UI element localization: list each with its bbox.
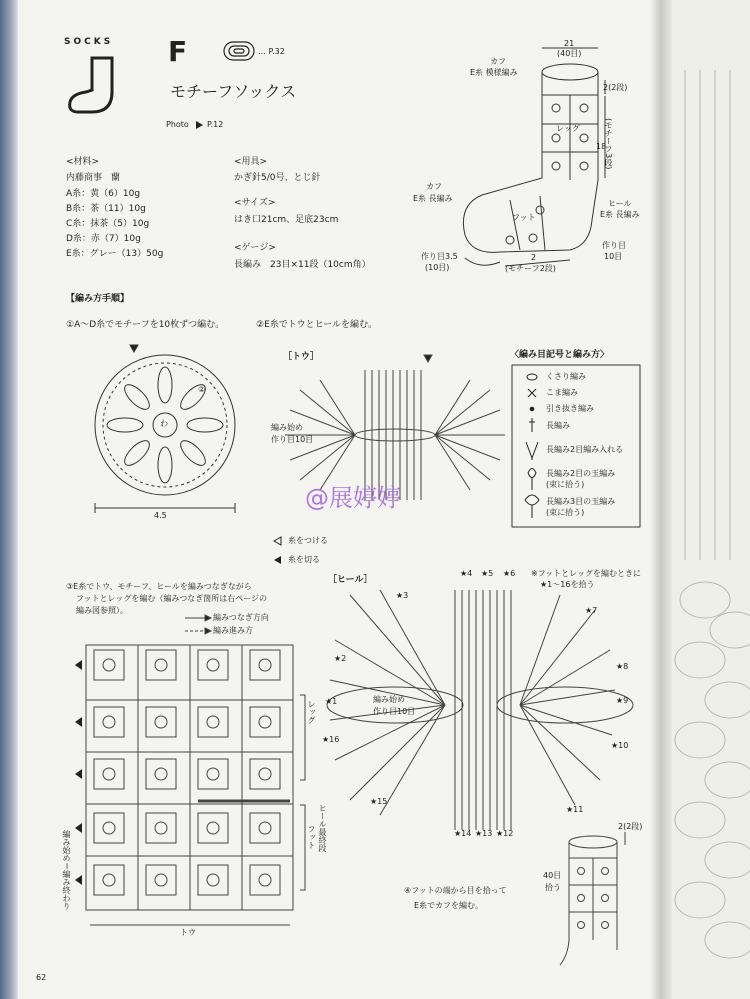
- step-3-line-2: フットとレッグを編む（編みつなぎ箇所は右ページの: [76, 594, 268, 603]
- legend-symbols: [525, 374, 539, 518]
- pattern-letter: F: [168, 35, 188, 68]
- heel-star-8: ★8: [616, 662, 629, 671]
- page-ref: … P.32: [258, 47, 285, 56]
- heel-star-13-num: 13: [482, 829, 493, 838]
- gauge-heading: <ゲージ>: [234, 243, 276, 253]
- page-ref-value: P.32: [268, 47, 285, 56]
- legend-cluster3: 長編み3目の玉編み: [546, 497, 616, 506]
- join-direction: 編みつなぎ方向: [213, 613, 269, 622]
- heel-star-4: ★4: [460, 569, 473, 578]
- yarn-attach: 糸をつける: [288, 536, 328, 545]
- step-1: ①A～D糸でモチーフを10枚ずつ編む。: [66, 320, 225, 330]
- watermark: @展婷婷: [305, 484, 401, 512]
- sock-start-right: 作り目: [602, 241, 626, 250]
- heel-star-5-num: 5: [488, 569, 494, 578]
- motif-chart: [95, 345, 235, 513]
- heel-star-13: ★13: [475, 829, 493, 838]
- cuff-pick-1: 40目: [543, 871, 562, 880]
- heel-star-1: ★1: [325, 697, 338, 706]
- cuff-diagram: [560, 832, 625, 965]
- sock-leg-label: レッグ: [556, 124, 580, 133]
- motif-center: わ: [160, 419, 168, 428]
- motif-width: 4.5: [154, 511, 167, 520]
- sock-foot-bottom: 2: [531, 253, 537, 262]
- heel-star-2-num: 2: [341, 654, 347, 663]
- cuff-pick-2: 拾う: [545, 883, 561, 892]
- material-a: A糸：黄（6）10g: [66, 189, 141, 199]
- heel-vertical-stitches: [455, 590, 511, 830]
- sock-cuff-label: カフ: [490, 57, 506, 66]
- heel-star-5: ★5: [481, 569, 494, 578]
- toe-start-1: 編み始め: [271, 423, 303, 432]
- assembly-toe: トウ: [180, 928, 196, 937]
- heel-fan-right: [520, 595, 615, 805]
- gauge-value: 長編み 23目×11段（10cm角）: [234, 260, 371, 270]
- materials-heading: <材料>: [66, 157, 100, 167]
- heel-star-15-num: 15: [377, 797, 388, 806]
- material-e: E糸：グレー（13）50g: [66, 249, 164, 259]
- section-title: 【編み方手順】: [66, 294, 130, 304]
- socks-label: SOCKS: [64, 37, 114, 47]
- heel-start-2: 作り目10目: [373, 707, 416, 716]
- step-4-line-2: E糸でカフを編む。: [414, 901, 484, 910]
- step-3-line-3: 編み図参照）。: [76, 606, 128, 615]
- motif-circles: [103, 659, 271, 886]
- heel-star-3: ★3: [396, 591, 409, 600]
- cuff-rows: 2(2段): [618, 822, 643, 831]
- heel-star-4-num: 4: [467, 569, 473, 578]
- sock-top-width: 21: [564, 39, 575, 48]
- toe-label: ［トウ］: [283, 352, 320, 362]
- heel-star-16: ★16: [322, 735, 340, 744]
- sock-cuff-note: E糸 模様編み: [470, 68, 518, 77]
- tools-value: かぎ針5/0号、とじ針: [234, 173, 321, 183]
- photo-page: P.12: [207, 120, 224, 129]
- heel-star-9: ★9: [616, 696, 629, 705]
- assembly-heel-final: ヒール最終段: [318, 804, 327, 852]
- heel-star-14-num: 14: [461, 829, 472, 838]
- heel-star-12: ★12: [496, 829, 514, 838]
- material-d: D糸：赤（7）10g: [66, 234, 141, 244]
- step-3-line-1: ③E糸でトウ、モチーフ、ヒールを編みつなぎながら: [66, 582, 252, 591]
- heel-star-10: ★10: [611, 741, 629, 750]
- heel-star-8-num: 8: [623, 662, 629, 671]
- sock-heel-label: ヒール: [608, 199, 632, 208]
- sock-icon: [70, 58, 112, 112]
- flow-arrows: [75, 660, 82, 885]
- photo-arrow-icon: [196, 121, 203, 129]
- heel-star-11: ★11: [566, 805, 584, 814]
- heel-star-6: ★6: [503, 569, 516, 578]
- toe-fan-right: [435, 380, 505, 490]
- step-2: ②E糸でトウとヒールを編む。: [256, 320, 378, 330]
- heel-star-6-num: 6: [510, 569, 516, 578]
- assembly-grid: [75, 615, 305, 925]
- sock-top-stitches: (40目): [557, 49, 582, 58]
- sock-foot-label: フット: [512, 213, 536, 222]
- heel-star-16-num: 16: [329, 735, 340, 744]
- sock-cuff-rows: 2(2段): [603, 83, 628, 92]
- material-c: C糸：抹茶（5）10g: [66, 219, 150, 229]
- heel-star-1-num: 1: [332, 697, 338, 706]
- size-value: はき口21cm、足底23cm: [234, 215, 339, 225]
- heel-star-15: ★15: [370, 797, 388, 806]
- material-b: B糸：茶（11）10g: [66, 204, 146, 214]
- pattern-title: モチーフソックス: [170, 82, 297, 101]
- heel-star-10-num: 10: [618, 741, 629, 750]
- page-number: 62: [36, 973, 47, 982]
- legend-chain: くさり編み: [546, 372, 586, 381]
- legend-cluster2: 長編み2目の玉編み: [546, 469, 616, 478]
- heel-note-2: ★1～16を拾う: [540, 580, 595, 589]
- heel-star-12-num: 12: [503, 829, 514, 838]
- legend-single: こま編み: [546, 388, 578, 397]
- heel-star-3-num: 3: [403, 591, 409, 600]
- sock-heel-cuff-note: E糸 長編み: [413, 194, 453, 203]
- heel-star-9-num: 9: [623, 696, 629, 705]
- sock-foot-bottom-note: (モチーフ2段): [505, 264, 556, 273]
- motif-squares: [94, 650, 280, 895]
- legend-cluster2-note: (束に拾う): [546, 480, 585, 489]
- yarn-marker-icons: [274, 537, 281, 564]
- size-heading: <サイズ>: [234, 198, 276, 208]
- heel-start-1: 編み始め: [373, 695, 405, 704]
- legend-title: 〈編み目記号と編み方〉: [510, 350, 610, 360]
- materials-maker: 内藤商事 蘭: [66, 173, 121, 183]
- legend-cluster3-note: (束に拾う): [546, 508, 585, 517]
- heel-star-2: ★2: [334, 654, 347, 663]
- assembly-foot: フット: [307, 825, 316, 849]
- assembly-leg: レッグ: [307, 700, 316, 724]
- motif-round-2: ②: [198, 385, 206, 394]
- yarn-cut: 糸を切る: [288, 555, 320, 564]
- legend-double: 長編み: [546, 421, 570, 430]
- sock-start-stitches: (10目): [425, 263, 450, 272]
- step-4-line-1: ④フットの端から目を拾って: [404, 886, 507, 895]
- heel-label: ［ヒール］: [328, 575, 373, 585]
- heel-star-7-num: 7: [592, 606, 598, 615]
- toe-start-2: 作り目10目: [271, 435, 314, 444]
- yarn-icon: [224, 42, 254, 60]
- photo-label: Photo: [166, 120, 189, 129]
- sock-heel-note: E糸 長編み: [600, 210, 640, 219]
- assembly-start-end: 編み始め＝編み終わり: [62, 830, 71, 910]
- sock-start-right-n: 10目: [604, 252, 623, 261]
- knit-direction: 編み進み方: [213, 626, 253, 635]
- heel-star-11-num: 11: [573, 805, 584, 814]
- sock-start-label: 作り目3.5: [421, 252, 458, 261]
- sock-leg-rows: 18: [596, 142, 607, 151]
- heel-note: ※フットとレッグを編むときに: [531, 569, 642, 578]
- heel-star-7: ★7: [585, 606, 598, 615]
- sock-leg-note: (モチーフ3段): [604, 118, 613, 170]
- heel-star-14: ★14: [454, 829, 472, 838]
- tools-heading: <用具>: [234, 157, 268, 167]
- right-page-chart: [675, 70, 750, 958]
- legend-increase: 長編み2目編み入れる: [546, 445, 624, 454]
- legend-slip: 引き抜き編み: [546, 404, 594, 413]
- sock-heel-cuff-label: カフ: [426, 182, 442, 191]
- sock-diagram: [463, 48, 605, 266]
